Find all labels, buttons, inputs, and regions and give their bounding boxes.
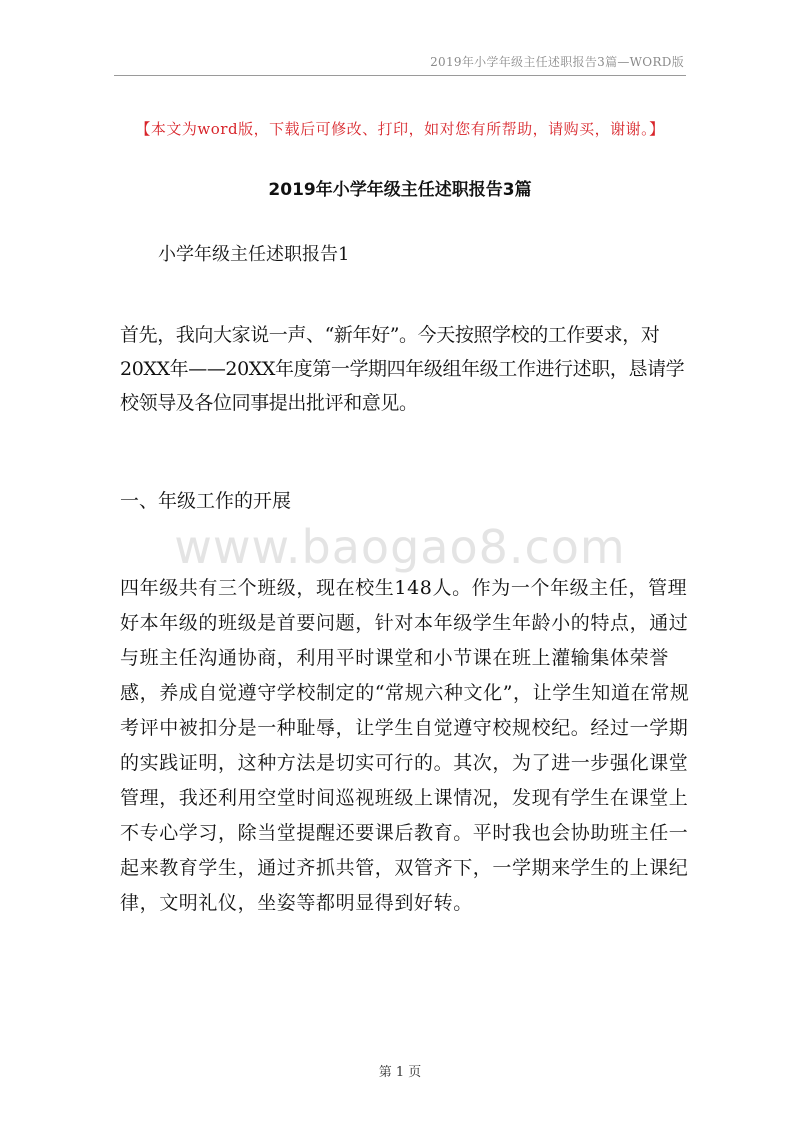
document-title: 2019年小学年级主任述职报告3篇 xyxy=(268,180,532,200)
purchase-notice: 【本文为word版，下载后可修改、打印，如对您有所帮助，请购买，谢谢。】 xyxy=(135,120,665,138)
watermark: www.baogao8.com xyxy=(174,520,626,574)
header-divider xyxy=(114,75,686,76)
section-title: 小学年级主任述职报告1 xyxy=(158,244,350,265)
intro-paragraph: 首先，我向大家说一声、“新年好”。今天按照学校的工作要求，对20XX年——20XX年度第一学期四年级组年级工作进行述职，恳请学校领导及各位同事提出批评和意见。 xyxy=(120,324,685,414)
subheading-grade-work: 一、年级工作的开展 xyxy=(120,490,292,512)
running-header: 2019年小学年级主任述职报告3篇—WORD版 xyxy=(430,55,684,69)
body-paragraph: 四年级共有三个班级，现在校生148人。作为一个年级主任，管理好本年级的班级是首要问题，针对本年级学生年龄小的特点，通过与班主任沟通协商，利用平时课堂和小节课在班上灌输集体荣誉感，养成自觉遵守学校制定的“常规六种文化”，让学生知道在常规考评中被扣分是一种耻辱，让学生自觉遵守校规校纪。经过一学期的实践证明，这种方法是切实可行的。其次，为了进一步强化课堂管理，我还利用空堂时间巡视班级上课情况，发现有学生在课堂上不专心学习，除当堂提醒还要课后教育。平时我也会协助班主任一起来教育学生，通过齐抓共管，双管齐下，一学期来学生的上课纪律，文明礼仪，坐姿等都明显得到好转。 xyxy=(120,577,690,914)
page-number: 第 1 页 xyxy=(378,1065,422,1080)
